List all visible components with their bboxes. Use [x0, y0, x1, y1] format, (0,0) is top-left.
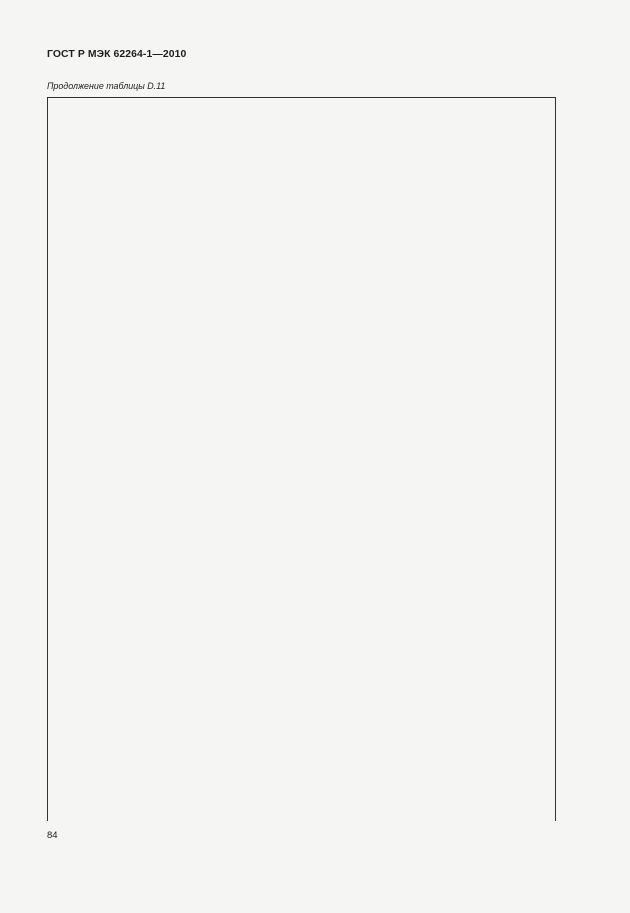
document-header: ГОСТ Р МЭК 62264-1—2010 [47, 49, 187, 60]
table-caption: Продолжение таблицы D.11 [47, 81, 166, 91]
table-frame [47, 97, 556, 821]
page-number: 84 [47, 830, 58, 841]
